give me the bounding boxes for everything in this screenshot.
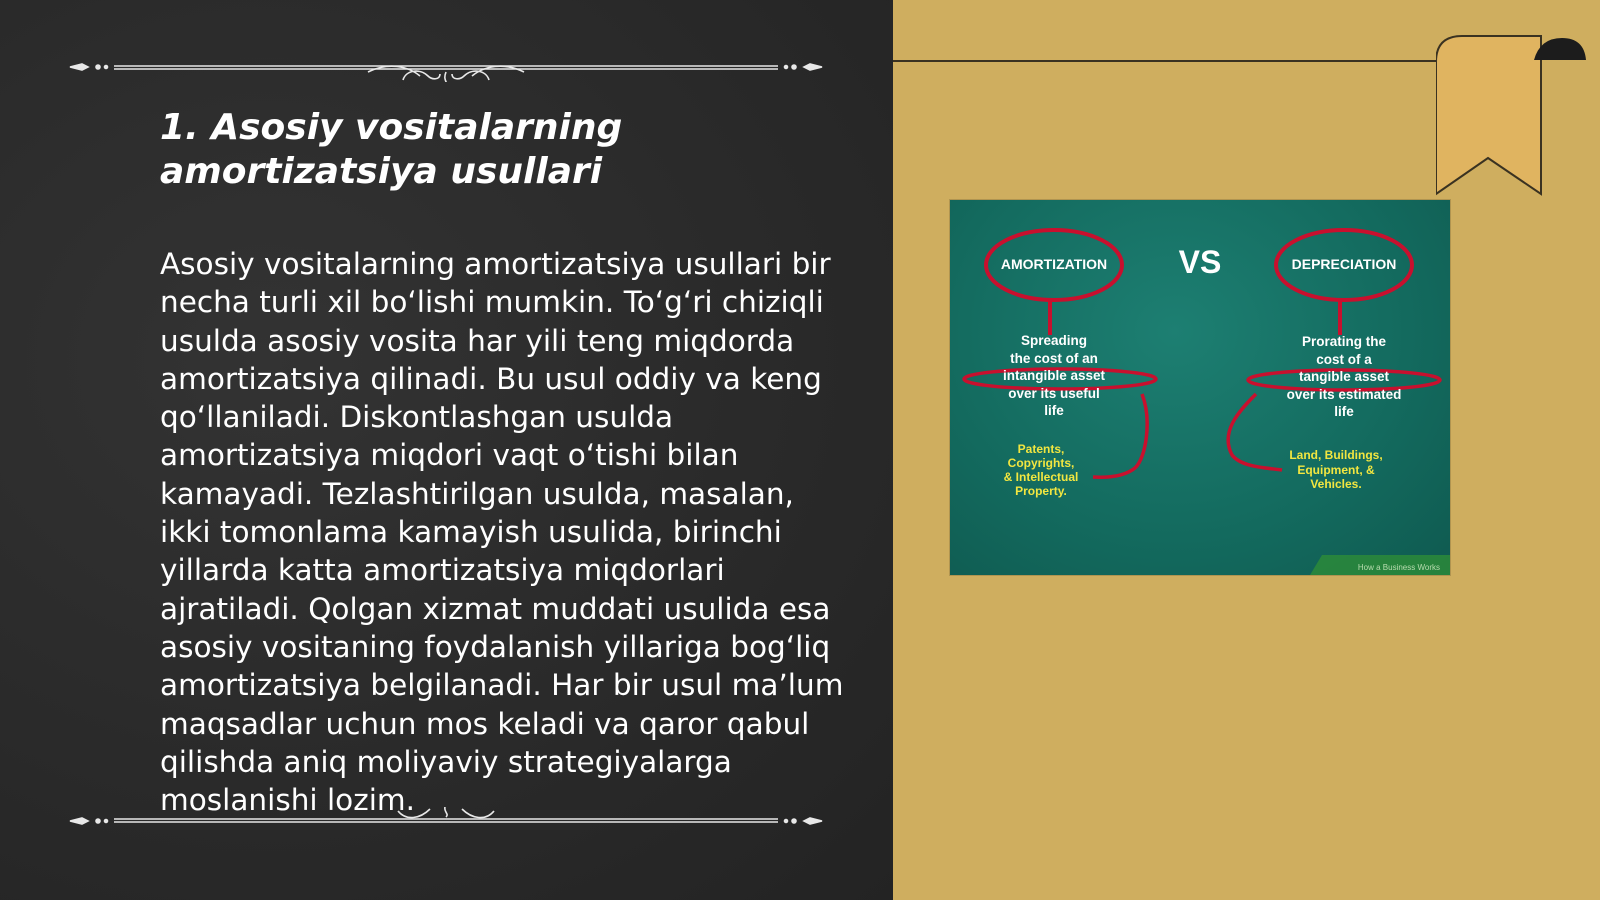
example-line: Property.	[1015, 484, 1067, 498]
amortization-heading: AMORTIZATION	[1000, 256, 1108, 272]
depreciation-heading: DEPRECIATION	[1291, 256, 1397, 272]
desc-line: over its useful	[1008, 385, 1100, 401]
vs-label: VS	[1178, 244, 1222, 280]
desc-line: Spreading	[1020, 333, 1087, 348]
slide-body-text: Asosiy vositalarning amortizatsiya usullari bir necha turli xil bo‘lishi mumkin. To‘g‘ri chiziqli usulda asosiy vosita har yili teng miqdorda amortizatsiya qilinadi. Bu usul oddiy va keng qo‘llaniladi. Diskontlashgan usulda amortizatsiya miqdori vaqt o‘tishi bilan kamayadi. Tezlashtirilgan usulda, masalan, ikki tomonlama kamayish usulida, birinchi yillarda katta amortizatsiya miqdorlari ajratiladi. Qolgan xizmat muddati usulida esa asosiy vositaning foydalanish yillariga bog‘liq amortizatsiya belgilanadi. Har bir usul ma’lum maqsadlar uchun mos keladi va qaror qabul qilishda aniq moliyaviy strategiyalarga moslanishi lozim.	[160, 247, 844, 818]
top-rule	[893, 60, 1455, 62]
example-line: & Intellectual	[1003, 470, 1079, 484]
desc-line: tangible asset	[1298, 369, 1390, 384]
example-line: Copyrights,	[1007, 456, 1075, 470]
desc-line: life	[1044, 403, 1064, 418]
image-watermark: How a Business Works	[1357, 563, 1440, 572]
bottom-ornament-divider	[68, 807, 824, 837]
top-ornament-divider	[68, 52, 824, 82]
example-line: Equipment, &	[1297, 462, 1375, 477]
amortization-examples	[986, 442, 1096, 498]
desc-line: life	[1334, 404, 1354, 419]
amortization-vs-depreciation-image	[950, 200, 1450, 575]
depreciation-description	[1264, 333, 1424, 421]
bookmark-ribbon-icon	[1436, 34, 1600, 199]
example-line: Patents,	[1017, 442, 1065, 456]
slide-title: 1. Asosiy vositalarning amortizatsiya usullari	[160, 107, 623, 192]
amortization-description	[984, 332, 1124, 420]
example-line: Vehicles.	[1310, 477, 1362, 491]
desc-line: cost of a	[1316, 351, 1372, 367]
desc-line: the cost of an	[1010, 350, 1098, 366]
example-line: Land, Buildings,	[1289, 448, 1383, 462]
desc-line: Prorating the	[1301, 334, 1386, 349]
desc-line: over its estimated	[1286, 386, 1402, 402]
desc-line: intangible asset	[1002, 368, 1106, 383]
depreciation-examples	[1276, 448, 1396, 492]
